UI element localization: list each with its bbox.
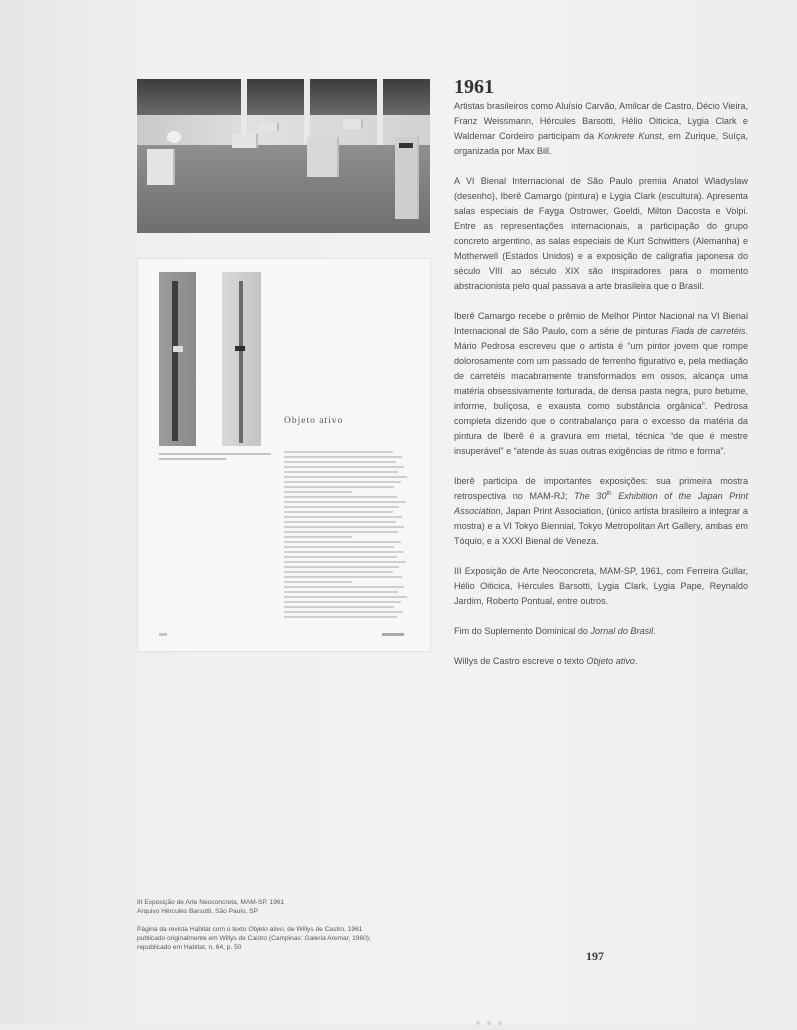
- magazine-caption: [159, 453, 271, 467]
- magazine-page-number: [159, 633, 167, 636]
- paragraph: [454, 99, 748, 159]
- caption-text: Página da revista Habitat com o texto: [137, 926, 249, 933]
- paragraph-text: Objeto ativo: [586, 656, 635, 666]
- paragraph: [454, 564, 748, 609]
- magazine-article-title: Objeto ativo: [284, 416, 344, 426]
- artwork-image-2: [222, 272, 261, 446]
- chronology-text: [454, 99, 748, 684]
- caption-text: Objeto ativo: [248, 926, 284, 933]
- caption: [137, 898, 437, 916]
- paragraph-text: Iberê participa de importantes exposições: sua primeira mostra retrospectiva no MAM-RJ;: [454, 476, 748, 501]
- paragraph-text: Fiada de carretéis: [671, 326, 746, 336]
- paragraph-text: Artistas brasileiros como Aluísio Carvão, Amilcar de Castro, Décio Vieira, Franz Weissmann, Hércules Barsotti, Hélio Oiticica, Lygia Clark e Waldemar Cordeiro participam da: [454, 101, 748, 141]
- paragraph-text: Exhibition of the Japan Print Association: [454, 491, 748, 516]
- paragraph-text: .: [653, 626, 656, 636]
- paragraph: [454, 654, 748, 669]
- paragraph: [454, 624, 748, 639]
- paragraph-text: Willys de Castro escreve o texto: [454, 656, 587, 666]
- footer-dots: [476, 1012, 509, 1030]
- paragraph-text: The 30: [574, 491, 607, 501]
- paragraph-text: , Japan Print Association, (único artista brasileiro a integrar a mostra) e a VI Tokyo Biennial, Tokyo Metropolitan Art Gallery, ambas em Tóquio, e a XXXI Bienal de Veneza.: [454, 506, 748, 546]
- paragraph-text: Konkrete Kunst: [598, 131, 662, 141]
- caption-text: publicado originalmente em Willys de Castro (Campinas: Galeria Aremar, 1960);: [137, 935, 371, 942]
- paragraph-text: Jornal do Brasil: [590, 626, 654, 636]
- paragraph-text: Iberê Camargo recebe o prêmio de Melhor Pintor Nacional na VI Bienal Internacional de São Paulo, com a série de pinturas: [454, 311, 748, 336]
- paragraph: [454, 309, 748, 459]
- paragraph-text: Fim do Suplemento Dominical do: [454, 626, 591, 636]
- paragraph: [454, 474, 748, 549]
- paragraph-text: III Exposição de Arte Neoconcreta, MAM-SP, 1961, com Ferreira Gullar, Hélio Oiticica, Hércules Barsotti, Lygia Clark, Lygia Pape, Reynaldo Jardim, Roberto Pontual, entre outros.: [454, 566, 748, 606]
- caption-text: Arquivo Hércules Barsotti, São Paulo, SP: [137, 908, 258, 915]
- paragraph-text: .: [634, 656, 638, 666]
- year-heading: 1961: [454, 76, 494, 98]
- caption: [137, 925, 437, 952]
- paragraph-text: th: [606, 490, 612, 497]
- artwork-image-1: [159, 272, 196, 446]
- image-captions: [137, 898, 437, 961]
- paragraph: [454, 174, 748, 294]
- paragraph-text: . Mário Pedrosa escreveu que o artista é “um pintor jovem que rompe dolorosamente com um passado de ferrenho figurativo e, pela mediação de carretéis macabramente transformados em ossos, alcança uma matéria obsessivamente torturada, de densa pasta negra, puro betume, informe, bulíçosa, e exausta como substância orgânica”. Pedrosa completa dizendo que o contrabalanço para o excesso da matéria da pintura de Iberê é a gravura em metal, técnica “de que é mestre insuperável” e “atende às suas outras exigências de ritmo e forma”.: [454, 326, 748, 456]
- paragraph-text: A VI Bienal Internacional de São Paulo premia Anatol Wladyslaw (desenho), Iberê Camargo (pintura) e Lygia Clark (escultura). Apresenta salas especiais de Fayga Ostrower, Goeldi, Milton Dacosta e Volpi. Entre as representações internacionais, a participação do grupo concreto argentino, as salas especiais de Kurt Schwitters (Alemanha) e Motherwell (Estados Unidos) e a exposição de caligrafia japonesa do século VIII ao século XIX são inspiradores para o momento abstracionista pelo qual passava a arte brasileira que o Brasil.: [454, 176, 748, 291]
- paragraph-text: , em Zurique, Suíça, organizada por Max Bill.: [454, 131, 748, 156]
- exhibition-photo: [137, 79, 430, 233]
- magazine-page-image: [137, 258, 431, 652]
- magazine-masthead: [382, 633, 404, 636]
- caption-text: , de Willys de Castro, 1961: [283, 926, 363, 933]
- page-number: 197: [586, 949, 604, 963]
- caption-text: republicado em Habitat, n. 64, p. 50: [137, 944, 242, 951]
- caption-text: III Exposição de Arte Neoconcreta, MAM-SP, 1961: [137, 899, 285, 906]
- magazine-body-text: [284, 451, 408, 627]
